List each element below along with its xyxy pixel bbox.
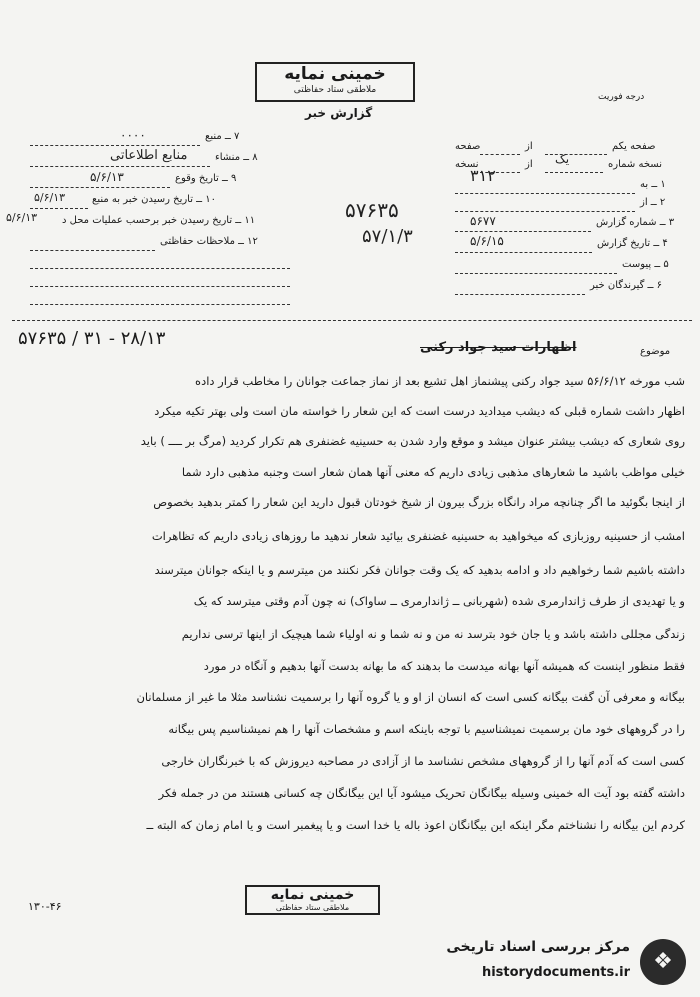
- body-line: را در گروههای خود مان برسمیت نمیشناسیم با توجه باینکه اسم و مشخصات آنها را هم نمیشناسیم پس بیگانه: [168, 722, 685, 736]
- field-source-receipt-value: ۵/۶/۱۳: [34, 191, 66, 204]
- document-archive-icon: ❖: [640, 939, 686, 985]
- field-copy-of: از: [525, 159, 533, 170]
- header-stamp: [255, 62, 415, 102]
- body-line: روی شعاری که دیشب بیشتر عنوان میشد و موقع وارد شدن به حسینیه غضنفری هم تکرار کردید (مرگ بر ــــ ) باید: [140, 434, 685, 448]
- notes-line-3: [30, 286, 290, 287]
- field-origin-label: ۸ ــ منشاء: [215, 152, 258, 163]
- field-page-label: صفحه یکم: [612, 141, 656, 152]
- field-report-date-line: [455, 252, 592, 253]
- stamp-main-text: خمینی نمایه: [284, 64, 386, 84]
- field-source-line: [30, 145, 200, 146]
- footer-stamp: [245, 885, 380, 915]
- field-to-label: ۱ ــ به: [640, 179, 666, 190]
- body-line: کردم این بیگانه را نشناختم مگر اینکه این بیگانگان اعوذ باله یا خدا است و یا پیغمبر است و یا امام زمان که البته ــ: [146, 818, 685, 832]
- handwritten-date: ۵۷/۱/۳: [362, 226, 413, 247]
- body-line: خیلی مواظب باشید ما شعارهای مذهبی زیادی داریم که معنی آنها همان شعار است وجنبه مذهبی دارد شما: [181, 465, 685, 479]
- archive-logo: [422, 937, 690, 991]
- field-report-number-label: ۳ ــ شماره گزارش: [596, 217, 675, 228]
- field-attachment-label: ۵ ــ پیوست: [622, 259, 669, 270]
- field-copy-line-a: [545, 172, 603, 173]
- field-origin-value: منابع اطلاعاتی: [110, 148, 188, 163]
- field-to-value: ۳۱۲: [470, 166, 496, 185]
- field-page-line-b: [480, 154, 520, 155]
- field-recipients-line: [455, 294, 585, 295]
- field-attachment-line: [455, 273, 617, 274]
- field-page-of: از: [525, 141, 533, 152]
- body-line: و یا تهدیدی از طرف ژاندارمری شده (شهربانی ــ ژاندارمری ــ ساواک) نه چون آدم وقتی میترسد که یک: [193, 594, 685, 608]
- handwritten-number: ۵۷۶۳۵: [345, 198, 399, 222]
- report-title: گزارش خبر: [305, 106, 373, 120]
- field-security-notes-label: ۱۲ ــ ملاحظات حفاظتی: [160, 236, 258, 247]
- archive-name-fa: مرکز بررسی اسناد تاریخی: [446, 939, 630, 955]
- field-source-value: ۰۰۰۰: [120, 128, 146, 142]
- field-report-date-label: ۴ ــ تاریخ گزارش: [597, 238, 668, 249]
- body-line: اظهار داشت شماره قبلی که دیشب میدادید درست است که این شعار را خواسته مان است ولی بهتر تکیه میکرد: [154, 404, 685, 418]
- field-recipients-label: ۶ ــ گیرندگان خبر: [590, 280, 662, 291]
- field-report-date-value: ۵/۶/۱۵: [470, 234, 504, 248]
- field-source-label: ۷ ــ منبع: [205, 131, 240, 142]
- field-copy-end: نسخه: [455, 159, 479, 170]
- field-occurrence-date-line: [30, 187, 170, 188]
- body-line: بیگانه و معرفی آن گفت بیگانه کسی است که انسان از او و یا گروه آنها را برسمیت نشناسد مثلا ما غیر از مسلمانان: [136, 690, 685, 704]
- subject-label: موضوع: [640, 346, 671, 357]
- field-from-line: [455, 211, 635, 212]
- field-source-receipt-label: ۱۰ ــ تاریخ رسیدن خبر به منبع: [92, 194, 216, 205]
- field-source-receipt-line: [30, 208, 88, 209]
- priority-label: درجه فوریت: [598, 92, 645, 102]
- body-line: از اینجا بگوئید ما اگر چنانچه مراد رانگاه بزرگ بیرون از شیخ خودتان قبول دارید این شعار را کمتر بدهید بخصوص: [153, 495, 685, 509]
- footer-stamp-main-text: خمینی نمایه: [270, 887, 355, 903]
- field-security-notes-line: [30, 250, 155, 251]
- subject-value: اظهارات سید جواد رکنی: [420, 340, 577, 355]
- field-from-label: ۲ ــ از: [640, 197, 666, 208]
- field-occurrence-date-label: ۹ ــ تاریخ وقوع: [175, 173, 237, 184]
- archive-url: historydocuments.ir: [481, 965, 630, 980]
- body-line: داشته گفته بود آیت اله خمینی وسیله بیگانگان تحریک میشود آیا این بیگانگان چه کسانی هستند من در جمله فکر: [158, 786, 685, 800]
- body-line: داشته باشیم شما رخواهیم داد و ادامه بدهید که یک وقت جوانان فکر نکنند من میترسم و یا اینکه جوانان میترسند: [154, 563, 685, 577]
- body-line: شب مورخه ۵۶/۶/۱۲ سید جواد رکنی پیشنماز اهل تشیع بعد از نماز جماعت جوانان را مخاطب قرار داده: [195, 374, 685, 388]
- field-page-end: صفحه: [455, 141, 481, 152]
- field-occurrence-date-value: ۵/۶/۱۳: [90, 170, 124, 184]
- body-line: فقط منظور اینست که همیشه آنها بهانه میدست ما بدهند که ما بهانه بدست آنها بدهیم و آنگاه در مورد: [203, 659, 685, 673]
- body-line: زندگی مجللی داشته باشد و یا جان خود بترسد نه من و نه شما و نه اولیاء شما هیچیک از اینها ترسی نداریم: [181, 627, 685, 641]
- header-separator: [12, 320, 692, 321]
- field-origin-line: [30, 166, 210, 167]
- subject-handwritten-annotation: ۵۷۶۳۵ / ۳۱ - ۲۸/۱۳: [18, 328, 166, 349]
- field-copy-label: نسخه شماره: [608, 159, 662, 170]
- notes-line-4: [30, 304, 290, 305]
- field-ops-receipt-value: ۵/۶/۱۳: [6, 211, 38, 224]
- notes-line-2: [30, 268, 290, 269]
- body-line: امشب از حسینیه روزبازی که میخواهید به حسینیه غضنفری بیائید شعار ندهید ما روزهای زیادی داریم که تظاهرات: [151, 529, 685, 543]
- page-number: ۱۳۰-۴۶: [28, 900, 62, 913]
- stamp-sub-text: ملاطقی ستاد حفاظتی: [293, 85, 377, 95]
- body-line: کسی است که آدم آنها را از گروههای مشخص نشناسد ما از آزادی در مصاحبه دیروزش که با خبرنگاران خارجی: [161, 754, 685, 768]
- field-copy-value: یک: [555, 152, 570, 166]
- field-report-number-line: [455, 231, 591, 232]
- field-to-line: [455, 193, 635, 194]
- field-ops-receipt-label: ۱۱ ــ تاریخ رسیدن خبر برحسب عملیات محل د: [62, 215, 256, 226]
- footer-stamp-sub-text: ملاطقی ستاد حفاظتی: [275, 903, 350, 912]
- field-report-number-value: ۵۶۷۷: [470, 214, 496, 228]
